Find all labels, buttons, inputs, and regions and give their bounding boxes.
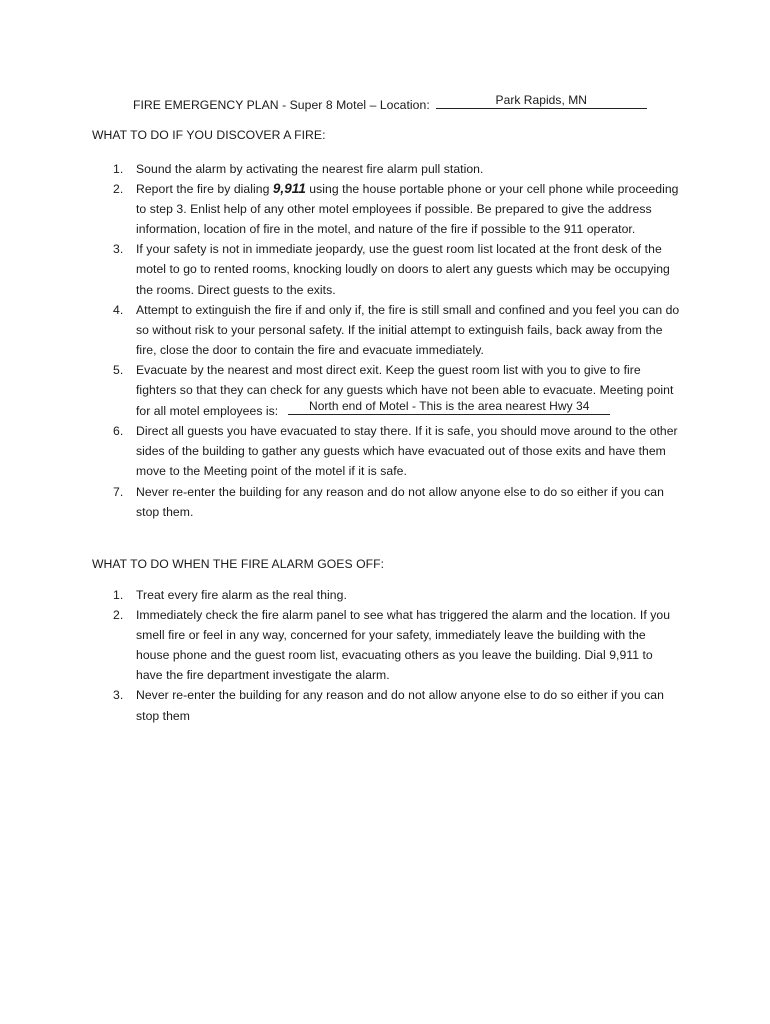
document-title [133,94,647,115]
discover-fire-steps [0,159,680,522]
item-text-after: using the house portable phone or your cell phone while proceeding to step 3. Enlist help of any other motel employees if possible. Be prepared to give the address information, location of fire in the motel, and nature of the fire if possible to the 911 operator. [136,182,679,237]
item-number: 2. [113,608,124,623]
item-number: 3. [113,688,124,703]
list-item [0,605,680,685]
item-text-before: Report the fire by dialing [136,182,273,197]
item-number: 1. [113,588,124,602]
phone-number-emphasis: 9,911 [272,181,306,197]
title-text: FIRE EMERGENCY PLAN - Super 8 Motel – Location: [133,98,430,112]
list-item [0,360,680,421]
list-item [0,179,680,239]
item-text: Immediately check the fire alarm panel to see what has triggered the alarm and the location. If you smell fire or feel in any way, concerned for your safety, immediately leave the building with the house phone and the guest room list, evacuating others as you leave the building. Dial 9,911 to have the fire department investigate the alarm. [136,608,671,683]
list-item [0,300,680,360]
meeting-point-value: North end of Motel - This is the area nearest Hwy 34 [308,399,590,414]
location-field[interactable] [436,94,647,109]
item-number: 1. [113,162,124,176]
item-text: Treat every fire alarm as the real thing. [136,588,347,602]
section-heading-alarm-goes-off: WHAT TO DO WHEN THE FIRE ALARM GOES OFF: [92,557,385,571]
alarm-goes-off-steps [0,585,680,726]
item-text: If your safety is not in immediate jeopardy, use the guest room list located at the front desk of the motel to go to rented rooms, knocking loudly on doors to alert any guests which may be occupying the rooms. Direct guests to the exits. [136,242,670,297]
item-text: Evacuate by the nearest and most direct exit. Keep the guest room list with you to give to fire fighters so that they can check for any guests which have not been able to evacuate. Meeting point for all motel employees is: [136,362,674,419]
list-item [0,685,680,725]
list-item [0,239,680,299]
item-number: 6. [113,424,124,439]
list-item [0,159,680,179]
item-number: 5. [113,362,124,377]
item-text: Never re-enter the building for any reason and do not allow anyone else to do so either if you can stop them. [136,484,664,519]
item-text: Direct all guests you have evacuated to stay there. If it is safe, you should move around to the other sides of the building to gather any guests which have evacuated out of those exits and have them move to the Meeting point of the motel if it is safe. [136,424,678,479]
item-number: 4. [113,302,124,317]
list-item [0,585,680,605]
item-text: Sound the alarm by activating the nearest fire alarm pull station. [136,162,484,176]
location-value: Park Rapids, MN [495,93,587,107]
item-number: 7. [113,484,124,499]
list-item [0,482,680,522]
item-text: Never re-enter the building for any reason and do not allow anyone else to do so either if you can stop them [136,688,664,723]
meeting-point-field[interactable] [288,400,610,415]
section-heading-discover-fire: WHAT TO DO IF YOU DISCOVER A FIRE: [92,128,326,142]
item-text: Attempt to extinguish the fire if and only if, the fire is still small and confined and you feel you can do so without risk to your personal safety. If the initial attempt to extinguish fails, back away from the fire, close the door to contain the fire and evacuate immediately. [136,302,680,357]
item-number: 2. [113,182,124,197]
list-item [0,421,680,481]
item-number: 3. [113,242,124,257]
